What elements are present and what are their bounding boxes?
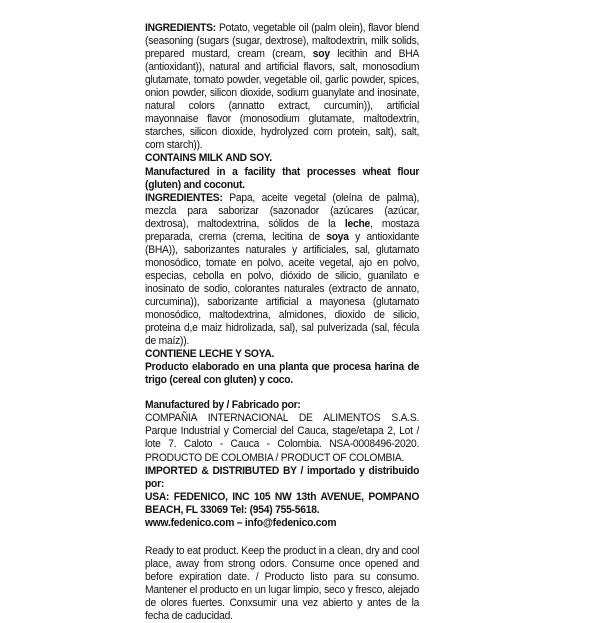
ingredients-spanish [145,192,419,349]
ingredients-spanish-text-part-3: y antioxidante (BHA)), saborizantes naturales y artificiales, sal, glutamato monosódico, tomate en polvo, aceite vegetal, ajo en polvo, especias, cebolla en polvo, dióxido de silicio, guanilato e inosinato de sodio, colorantes naturales (extracto de annato, curcumina)), saborizante artificial a mayonesa (glutamato monosódico, maltodextrina, almidones, dioxido de silicio, proteina d,e maiz hidrolizada, sal), sal pulverizada (sal, fécula de maíz)). [145,230,420,348]
ingredients-spanish-heading: INGREDIENTES: [145,191,223,204]
facility-statement-spanish: Producto elaborado en una planta que procesa harina de trigo (cereal con gluten) y coco. [145,361,420,387]
ingredients-english-text-part-1: Potato, vegetable oil (palm olein), flavor blend (seasoning (sugars (sugar, dextrose), maltodextrin, milk solids, prepared mustard, cream (cream, [145,22,420,61]
ingredients-spanish-text-part-2: , mostaza preparada, crema (crema, lecitina de [145,217,420,243]
ingredients-english-text-part-2: lecithin and BHA (antioxidant)), natural and artificial flavors, salt, monosodium glutamate, tomato powder, vegetable oil, garlic powder, spices, onion powder, silicon dioxide, sodium guanylate and inosinate, natural colors (annatto extract, curcumin)), artificial mayonnaise flavor (monosodium glutamate, maltodextrin, starches, silicon dioxide, hydrolyzed corn protein, salt), salt, corn starch)). [145,48,420,152]
allergen-soy: soy [312,48,330,61]
facility-statement-english: Manufactured in a facility that processes wheat flour (gluten) and coconut. [145,165,420,191]
allergen-soya: soya [326,230,349,243]
contains-statement-spanish: CONTIENE LECHE Y SOYA. [145,348,275,361]
ingredients-english-heading: INGREDIENTS: [145,22,217,34]
contains-statement-english: CONTAINS MILK AND SOY. [145,152,273,165]
importer-address: USA: FEDENICO, INC 105 NW 13th AVENUE, POMPANO BEACH, FL 33069 Tel: (954) 755-5618. [145,490,420,516]
product-label-text [145,22,419,623]
importer-heading: IMPORTED & DISTRIBUTED BY / importado y distribuido por: [145,464,420,490]
ingredients-english [145,22,419,152]
storage-instructions: Ready to eat product. Keep the product in a clean, dry and cool place, away from strong odors. Consume once opened and before expiration date. / Producto listo para su consumo. Mantener el producto en un lugar limpio, seco y fresco, alejado de olores fuertes. Conxsumir una vez abierto y antes de la fecha de caducidad. [145,544,420,623]
manufacturer-heading: Manufactured by / Fabricado por: [145,399,301,412]
allergen-leche: leche [344,217,371,230]
importer-web-contact: www.fedenico.com – info@fedenico.com [145,516,337,529]
ingredients-spanish-text-part-1: Papa, aceite vegetal (oleína de palma), mezcla para saborizar (sazonador (azúcares (azúcar, dextrosa), maltodextrina, sólidos de la [145,191,420,230]
manufacturer-details: COMPAÑIA INTERNACIONAL DE ALIMENTOS S.A.S. Parque Industrial y Comercial del Cauca, stage/etapa 2, Lot / lote 7. Caloto - Cauca - Colombia. NSA-0008496-2020. PRODUCTO DE COLOMBIA / PRODUCT OF COLOMBIA. [145,412,420,464]
